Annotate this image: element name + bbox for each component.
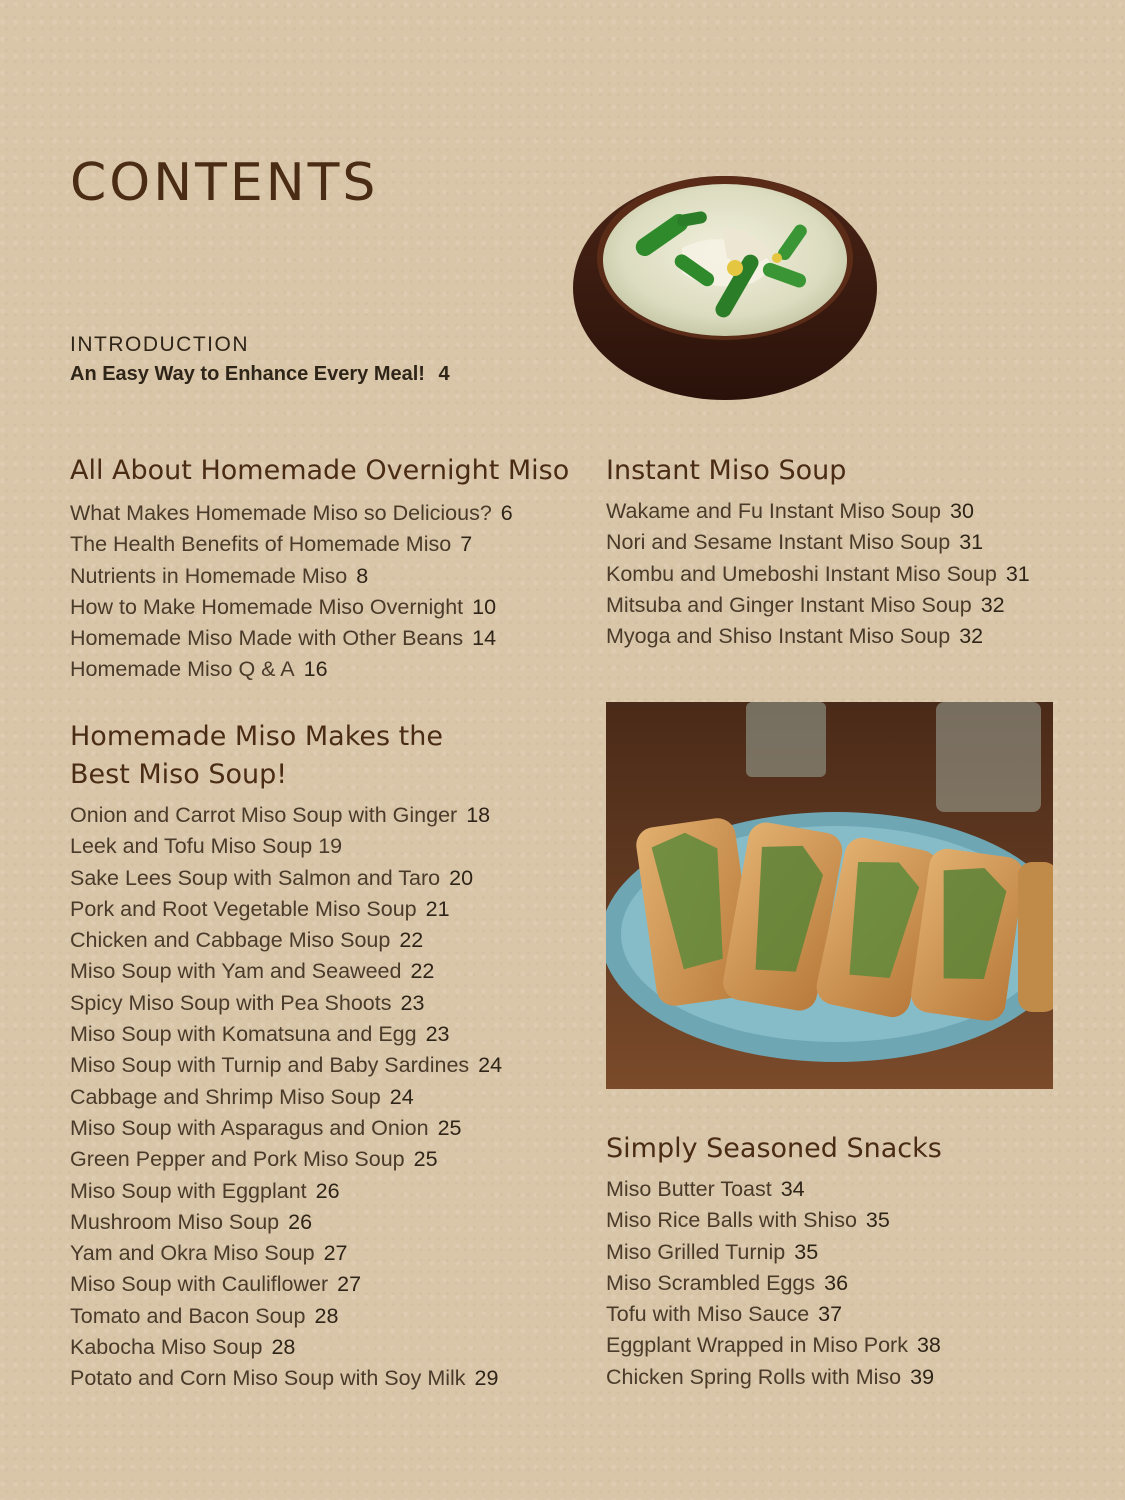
introduction-entry[interactable] bbox=[70, 363, 450, 386]
toc-entry[interactable] bbox=[70, 1363, 502, 1394]
entry-page-number: 31 bbox=[1005, 561, 1030, 586]
toc-entry[interactable] bbox=[606, 1299, 942, 1330]
toc-entry[interactable] bbox=[70, 1301, 502, 1332]
entry-title: Onion and Carrot Miso Soup with Ginger bbox=[70, 803, 458, 827]
entry-page-number: 27 bbox=[323, 1241, 348, 1266]
toc-entry[interactable] bbox=[70, 800, 502, 831]
entry-title: Spicy Miso Soup with Pea Shoots bbox=[70, 990, 392, 1015]
entry-title: Chicken Spring Rolls with Miso bbox=[606, 1364, 902, 1389]
toc-entry[interactable] bbox=[70, 925, 502, 956]
toc-entry[interactable] bbox=[70, 1113, 502, 1144]
entry-title: Homemade Miso Made with Other Beans bbox=[70, 626, 464, 651]
entry-page-number: 30 bbox=[950, 499, 974, 523]
entry-page-number: 29 bbox=[474, 1366, 499, 1391]
entry-title: Miso Soup with Yam and Seaweed bbox=[70, 959, 402, 984]
entry-page-number: 37 bbox=[818, 1302, 843, 1327]
toc-entry[interactable] bbox=[70, 1238, 502, 1269]
entry-page-number: 7 bbox=[460, 532, 473, 557]
toc-entry[interactable] bbox=[606, 1237, 942, 1268]
entry-title: Cabbage and Shrimp Miso Soup bbox=[70, 1084, 381, 1109]
entry-title: Eggplant Wrapped in Miso Pork bbox=[606, 1333, 908, 1358]
entry-title: Homemade Miso Q & A bbox=[70, 657, 295, 682]
entry-title: What Makes Homemade Miso so Delicious? bbox=[70, 501, 492, 525]
entry-page-number: 38 bbox=[916, 1333, 941, 1358]
entry-title: Myoga and Shiso Instant Miso Soup bbox=[606, 624, 951, 649]
miso-soup-bowl-image bbox=[572, 158, 878, 402]
entry-page-number: 23 bbox=[425, 1022, 450, 1047]
toc-entry[interactable] bbox=[606, 590, 1030, 621]
entry-title: Miso Rice Balls with Shiso bbox=[606, 1208, 857, 1233]
toc-entry[interactable] bbox=[70, 1082, 502, 1113]
entry-page-number: 26 bbox=[315, 1178, 340, 1203]
entry-title: Kombu and Umeboshi Instant Miso Soup bbox=[606, 561, 997, 586]
entry-title: Mitsuba and Ginger Instant Miso Soup bbox=[606, 592, 972, 617]
toc-entry[interactable] bbox=[70, 1269, 502, 1300]
section-title-line-1: Homemade Miso Makes the bbox=[70, 721, 443, 752]
entry-title: An Easy Way to Enhance Every Meal! bbox=[70, 363, 425, 385]
toc-entry[interactable] bbox=[70, 1019, 502, 1050]
entry-page-number: 27 bbox=[337, 1272, 362, 1297]
entry-page-number: 24 bbox=[478, 1053, 503, 1078]
toc-entry[interactable] bbox=[70, 1332, 502, 1363]
entry-title: Mushroom Miso Soup bbox=[70, 1209, 280, 1234]
section-title-line-2: Best Miso Soup! bbox=[70, 759, 288, 790]
section-title bbox=[70, 718, 502, 794]
toc-entry[interactable] bbox=[606, 1362, 942, 1393]
toc-entry[interactable] bbox=[606, 1174, 942, 1205]
entry-title: Yam and Okra Miso Soup bbox=[70, 1241, 315, 1266]
toc-entry[interactable] bbox=[606, 621, 1030, 652]
entry-title: Leek and Tofu Miso Soup 19 bbox=[70, 834, 343, 859]
toc-entry[interactable] bbox=[70, 831, 502, 862]
entry-page-number: 10 bbox=[472, 594, 497, 619]
toc-entry[interactable] bbox=[606, 1205, 942, 1236]
entry-title: Miso Butter Toast bbox=[606, 1177, 772, 1201]
section-simply-seasoned-snacks bbox=[606, 1130, 942, 1393]
toc-entry[interactable] bbox=[70, 592, 569, 623]
introduction-block bbox=[70, 333, 450, 386]
entry-title: Wakame and Fu Instant Miso Soup bbox=[606, 499, 942, 523]
entry-page-number: 20 bbox=[449, 865, 474, 890]
entry-title: Tomato and Bacon Soup bbox=[70, 1303, 306, 1328]
entry-title: Miso Soup with Cauliflower bbox=[70, 1272, 329, 1297]
toc-entry[interactable] bbox=[70, 863, 502, 894]
toc-entry[interactable] bbox=[70, 894, 502, 925]
entry-title: The Health Benefits of Homemade Miso bbox=[70, 532, 452, 557]
toc-entry[interactable] bbox=[606, 496, 1030, 527]
entry-page-number: 18 bbox=[466, 803, 491, 827]
toc-entry[interactable] bbox=[70, 1176, 502, 1207]
entry-title: How to Make Homemade Miso Overnight bbox=[70, 594, 464, 619]
toc-entry[interactable] bbox=[70, 1144, 502, 1175]
toc-entry[interactable] bbox=[606, 559, 1030, 590]
section-title: All About Homemade Overnight Miso bbox=[70, 455, 570, 486]
entry-page-number: 22 bbox=[399, 928, 424, 953]
entry-page-number: 8 bbox=[356, 563, 369, 588]
entry-page-number: 28 bbox=[314, 1303, 339, 1328]
spring-rolls-image bbox=[606, 702, 1053, 1089]
entry-title: Miso Grilled Turnip bbox=[606, 1239, 786, 1264]
entry-title: Miso Soup with Komatsuna and Egg bbox=[70, 1022, 417, 1047]
entry-page-number: 32 bbox=[980, 592, 1005, 617]
toc-entry[interactable] bbox=[606, 1330, 942, 1361]
toc-entry[interactable] bbox=[606, 527, 1030, 558]
toc-entry[interactable] bbox=[70, 1050, 502, 1081]
entry-title: Miso Soup with Eggplant bbox=[70, 1178, 307, 1203]
introduction-label: INTRODUCTION bbox=[70, 333, 249, 356]
page-title: CONTENTS bbox=[70, 152, 379, 213]
entry-page-number: 35 bbox=[794, 1239, 819, 1264]
entry-page-number: 25 bbox=[413, 1147, 438, 1172]
entry-page-number: 16 bbox=[303, 657, 328, 682]
entry-page-number: 4 bbox=[438, 363, 450, 385]
entry-title: Sake Lees Soup with Salmon and Taro bbox=[70, 865, 441, 890]
toc-entry[interactable] bbox=[70, 529, 569, 560]
entry-title: Pork and Root Vegetable Miso Soup bbox=[70, 896, 417, 921]
toc-entry[interactable] bbox=[70, 623, 569, 654]
entry-title: Nutrients in Homemade Miso bbox=[70, 563, 348, 588]
entry-page-number: 14 bbox=[472, 626, 497, 651]
toc-entry[interactable] bbox=[70, 654, 569, 685]
toc-entry[interactable] bbox=[70, 988, 502, 1019]
toc-entry[interactable] bbox=[70, 498, 569, 529]
entry-page-number: 6 bbox=[500, 501, 513, 525]
entry-title: Chicken and Cabbage Miso Soup bbox=[70, 928, 391, 953]
section-title: Simply Seasoned Snacks bbox=[606, 1133, 942, 1164]
entry-page-number: 34 bbox=[780, 1177, 805, 1201]
entry-page-number: 21 bbox=[425, 896, 450, 921]
toc-entry[interactable] bbox=[70, 956, 502, 987]
toc-entry[interactable] bbox=[70, 1207, 502, 1238]
entry-page-number: 24 bbox=[389, 1084, 414, 1109]
toc-entry[interactable] bbox=[606, 1268, 942, 1299]
toc-entry[interactable] bbox=[70, 561, 569, 592]
entry-title: Potato and Corn Miso Soup with Soy Milk bbox=[70, 1366, 466, 1391]
entry-page-number: 39 bbox=[910, 1364, 935, 1389]
entry-page-number: 22 bbox=[410, 959, 435, 984]
section-instant-miso-soup bbox=[606, 452, 1030, 652]
entry-page-number: 23 bbox=[400, 990, 425, 1015]
entry-page-number: 35 bbox=[865, 1208, 890, 1233]
entry-title: Kabocha Miso Soup bbox=[70, 1335, 263, 1360]
entry-page-number: 26 bbox=[288, 1209, 313, 1234]
section-title: Instant Miso Soup bbox=[606, 455, 847, 486]
entry-page-number: 32 bbox=[959, 624, 984, 649]
section-best-miso-soup bbox=[70, 718, 502, 1395]
entry-title: Miso Soup with Asparagus and Onion bbox=[70, 1115, 429, 1140]
entry-page-number: 36 bbox=[824, 1270, 849, 1295]
entry-page-number: 25 bbox=[437, 1115, 462, 1140]
entry-title: Nori and Sesame Instant Miso Soup bbox=[606, 530, 951, 555]
entry-page-number: 28 bbox=[271, 1335, 296, 1360]
entry-title: Miso Scrambled Eggs bbox=[606, 1270, 816, 1295]
entry-title: Green Pepper and Pork Miso Soup bbox=[70, 1147, 405, 1172]
entry-page-number: 31 bbox=[959, 530, 984, 555]
entry-title: Tofu with Miso Sauce bbox=[606, 1302, 810, 1327]
entry-title: Miso Soup with Turnip and Baby Sardines bbox=[70, 1053, 470, 1078]
section-about-homemade-miso bbox=[70, 452, 569, 686]
